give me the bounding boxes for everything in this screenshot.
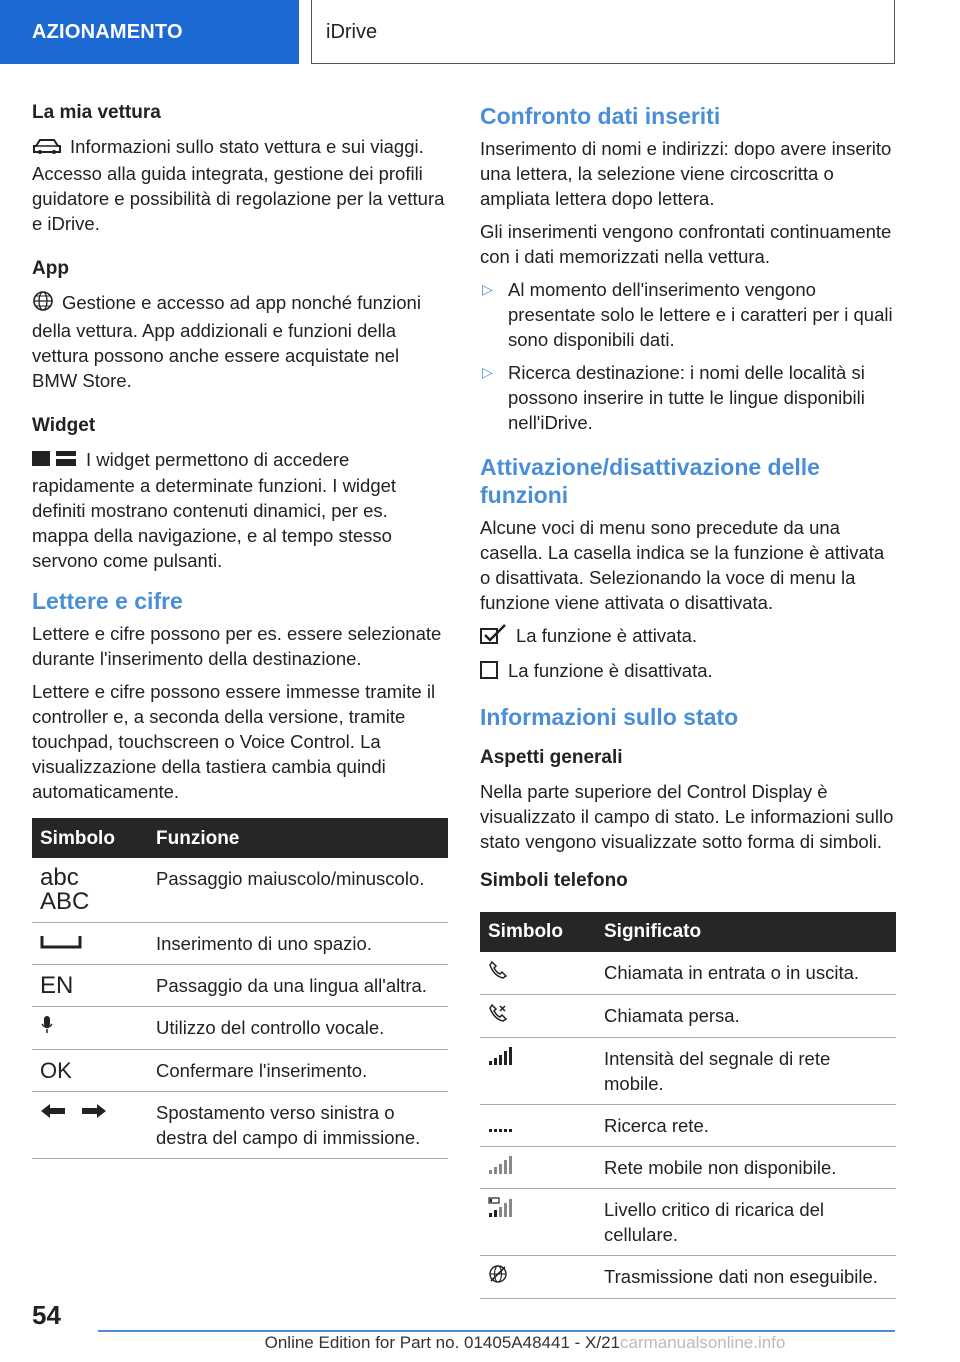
activation-paragraph: Alcune voci di menu sono precedute da una casella. La casella indica se la funzione è attivata o disattivata. Selezionando la voce di menu la funzione viene attivata o disattivata.: [480, 517, 885, 613]
function-cell: Passaggio da una lingua all'altra.: [148, 965, 448, 1007]
lowercase-symbol: abc: [40, 864, 79, 892]
widget-paragraph: I widget permettono di accedere rapidamente a determinate funzioni. I widget definiti mostrano contenuti dinamici, per es. mappa della navigazione, e al tempo stesso servono come pulsanti.: [32, 448, 397, 572]
function-cell: Inserimento di uno spazio.: [148, 923, 448, 965]
function-cell: Utilizzo del controllo vocale.: [148, 1007, 448, 1050]
widget-icon: [32, 448, 78, 473]
no-network-icon: [488, 1157, 514, 1178]
footer-edition: [0, 1333, 960, 1353]
compare-paragraph-1: Inserimento di nomi e indirizzi: dopo avere inserito una lettera, la selezione viene circoscritta o ampliata lettera dopo lettera.: [480, 138, 892, 209]
meaning-cell: Chiamata in entrata o in uscita.: [596, 952, 896, 995]
meaning-cell: Chiamata persa.: [596, 994, 896, 1037]
watermark-text: carmanualsonline.info: [619, 1333, 786, 1352]
table-row: [32, 1092, 448, 1159]
page-header: [0, 0, 960, 66]
phone-symbol-table: [480, 912, 896, 1299]
function-cell: Confermare l'inserimento.: [148, 1050, 448, 1092]
right-column: [480, 102, 896, 1299]
symbol-cell: [480, 1146, 596, 1188]
symbol-cell: [32, 1007, 148, 1050]
car-icon: [32, 136, 62, 161]
checked-checkbox-icon: [480, 624, 508, 650]
table-row: [32, 923, 448, 965]
phone-symbols-heading: Simboli telefono: [480, 869, 628, 891]
phone-call-icon: [488, 963, 508, 984]
letters-heading: Lettere e cifre: [32, 588, 183, 615]
missed-call-icon: [488, 1006, 508, 1027]
triangle-bullet-icon: ▷: [482, 281, 493, 297]
letters-paragraph-1: Lettere e cifre possono per es. essere selezionate durante l'inserimento della destinazione.: [32, 623, 442, 670]
list-item: ▷ Al momento dell'inserimento vengono presentate solo le lettere e i caratteri per i quali sono disponibili dati.: [482, 279, 893, 350]
col-header-function: Funzione: [148, 818, 448, 858]
activation-heading: Attivazione/disattivazione delle funzioni: [480, 454, 820, 508]
no-data-icon: [488, 1267, 508, 1288]
compare-heading: Confronto dati inseriti: [480, 103, 721, 129]
general-paragraph: Nella parte superiore del Control Display è visualizzato il campo di stato. Le informazioni sullo stato vengono visualizzate sotto forma di simboli.: [480, 780, 894, 852]
section-tab: AZIONAMENTO: [0, 0, 299, 64]
table-row: [32, 1050, 448, 1092]
col-header-symbol: Simbolo: [480, 912, 596, 952]
activated-line: La funzione è attivata.: [480, 623, 896, 650]
symbol-cell: [32, 1092, 148, 1159]
my-car-paragraph: Informazioni sullo stato vettura e sui viaggi. Accesso alla guida integrata, gestione dei profili guidatore e possibilità di regolazione per la vettura e iDrive.: [32, 136, 445, 234]
signal-strength-icon: [488, 1048, 514, 1069]
table-row: [480, 994, 896, 1037]
table-header: [480, 912, 896, 952]
meaning-cell: Ricerca rete.: [596, 1104, 896, 1146]
symbol-cell: [32, 923, 148, 965]
app-paragraph: Gestione e accesso ad app nonché funzioni della vettura. App addizionali e funzioni della vettura possono anche essere acquistate nel BMW Store.: [32, 291, 421, 391]
globe-icon: [32, 290, 54, 318]
my-car-heading: La mia vettura: [32, 102, 161, 123]
table-row: [480, 1255, 896, 1298]
symbol-cell: [480, 1037, 596, 1104]
list-item: ▷ Ricerca destinazione: i nomi delle località si possono inserire in tutte le lingue disponibili nell'iDrive.: [482, 362, 865, 433]
compare-paragraph-2: Gli inserimenti vengono confrontati continuamente con i dati memorizzati nella vettura.: [480, 221, 892, 267]
page-number: 54: [32, 1300, 61, 1330]
symbol-cell: [480, 1104, 596, 1146]
table-row: [480, 1037, 896, 1104]
table-row: [32, 965, 448, 1007]
chapter-title: iDrive: [311, 0, 895, 64]
symbol-cell: OK: [32, 1050, 148, 1092]
function-cell: Passaggio maiuscolo/minuscolo.: [148, 858, 448, 923]
footer-divider: [98, 1330, 895, 1332]
network-search-icon: [488, 1115, 514, 1136]
symbol-cell: EN: [32, 965, 148, 1007]
deactivated-line: La funzione è disattivata.: [480, 658, 896, 685]
table-row: [32, 1007, 448, 1050]
arrow-left-icon: [40, 1102, 66, 1123]
triangle-bullet-icon: ▷: [482, 364, 493, 380]
meaning-cell: Rete mobile non disponibile.: [596, 1146, 896, 1188]
low-battery-icon: [488, 1200, 514, 1221]
symbol-cell: [480, 1255, 596, 1298]
status-heading: Informazioni sullo stato: [480, 703, 739, 730]
edition-text: Online Edition for Part no. 01405A48441 - X/21: [264, 1333, 620, 1352]
meaning-cell: Livello critico di ricarica del cellulare.: [596, 1188, 896, 1255]
letters-paragraph-2: Lettere e cifre possono essere immesse tramite il controller e, a seconda della versione, tramite touchpad, touchscreen o Voice Control. La visualizzazione della tastiera cambia quindi automaticamente.: [32, 681, 436, 803]
letters-symbol-table: [32, 818, 448, 1159]
space-icon: [40, 933, 82, 954]
symbol-cell: [32, 858, 148, 923]
uppercase-symbol: ABC: [40, 888, 90, 916]
table-row: [480, 1188, 896, 1255]
table-row: [32, 858, 448, 923]
table-row: [480, 1146, 896, 1188]
left-column: [32, 100, 448, 1159]
arrow-right-icon: [81, 1102, 107, 1123]
meaning-cell: Intensità del segnale di rete mobile.: [596, 1037, 896, 1104]
microphone-icon: [40, 1018, 54, 1039]
meaning-cell: Trasmissione dati non eseguibile.: [596, 1255, 896, 1298]
empty-checkbox-icon: [480, 660, 500, 685]
symbol-cell: [480, 1188, 596, 1255]
table-row: [480, 1104, 896, 1146]
widget-heading: Widget: [32, 414, 96, 436]
col-header-symbol: Simbolo: [32, 818, 148, 858]
symbol-cell: [480, 994, 596, 1037]
general-heading: Aspetti generali: [480, 746, 623, 768]
symbol-cell: [480, 952, 596, 995]
table-row: [480, 952, 896, 995]
table-header: [32, 818, 448, 858]
col-header-meaning: Significato: [596, 912, 896, 952]
function-cell: Spostamento verso sinistra o destra del campo di immissione.: [148, 1092, 448, 1159]
app-heading: App: [32, 257, 69, 279]
